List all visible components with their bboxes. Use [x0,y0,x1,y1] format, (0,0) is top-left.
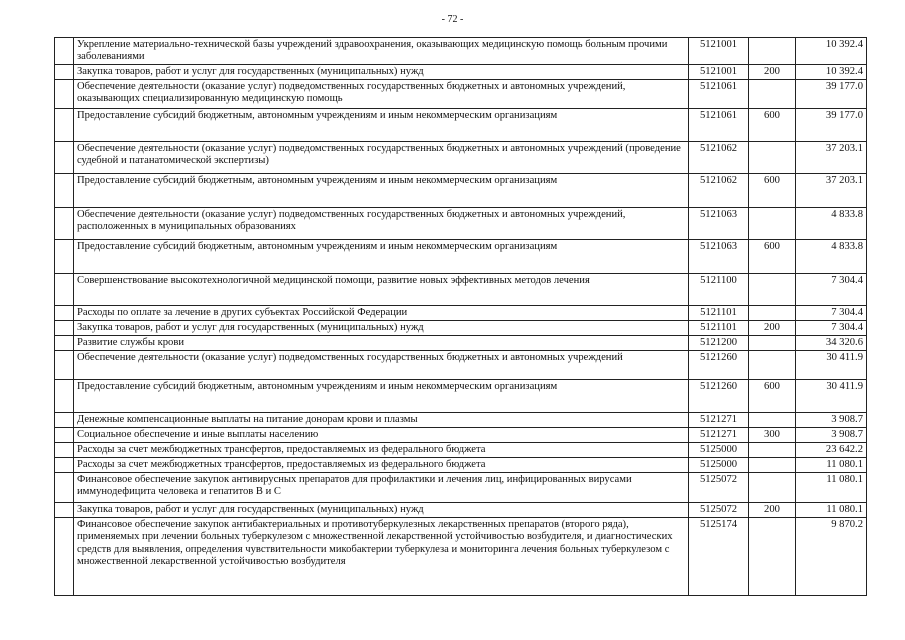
row-expense-type [749,458,796,473]
blank-cell [55,38,74,65]
row-code: 5121062 [689,142,749,174]
row-amount: 23 642.2 [796,443,867,458]
row-name: Закупка товаров, работ и услуг для государственных (муниципальных) нужд [74,321,689,336]
row-amount: 30 411.9 [796,351,867,380]
table-row [55,473,867,503]
row-amount: 7 304.4 [796,274,867,306]
row-name: Денежные компенсационные выплаты на питание донорам крови и плазмы [74,413,689,428]
row-code: 5121271 [689,428,749,443]
row-amount: 9 870.2 [796,518,867,596]
blank-cell [55,518,74,596]
row-name: Расходы за счет межбюджетных трансфертов, предоставляемых из федерального бюджета [74,443,689,458]
blank-cell [55,174,74,208]
blank-cell [55,80,74,109]
blank-cell [55,306,74,321]
blank-cell [55,503,74,518]
row-amount: 11 080.1 [796,458,867,473]
table-row [55,503,867,518]
row-code: 5125072 [689,473,749,503]
table-row [55,306,867,321]
row-expense-type: 600 [749,380,796,413]
blank-cell [55,458,74,473]
row-name: Закупка товаров, работ и услуг для государственных (муниципальных) нужд [74,65,689,80]
row-expense-type [749,208,796,240]
row-code: 5121271 [689,413,749,428]
blank-cell [55,473,74,503]
row-name: Совершенствование высокотехнологичной медицинской помощи, развитие новых эффективных методов лечения [74,274,689,306]
table-row [55,458,867,473]
row-code: 5121100 [689,274,749,306]
row-code: 5121101 [689,306,749,321]
row-amount: 39 177.0 [796,80,867,109]
table-row [55,240,867,274]
table-row [55,380,867,413]
row-code: 5125174 [689,518,749,596]
row-code: 5121063 [689,208,749,240]
row-code: 5125072 [689,503,749,518]
row-expense-type [749,142,796,174]
row-code: 5121101 [689,321,749,336]
row-name: Развитие службы крови [74,336,689,351]
row-name: Обеспечение деятельности (оказание услуг) подведомственных государственных бюджетных и автономных учреждений, оказывающих специализированную медицинскую помощь [74,80,689,109]
blank-cell [55,109,74,142]
table-row [55,274,867,306]
row-code: 5121260 [689,351,749,380]
row-amount: 3 908.7 [796,413,867,428]
row-code: 5125000 [689,443,749,458]
blank-cell [55,336,74,351]
row-name: Расходы по оплате за лечение в других субъектах Российской Федерации [74,306,689,321]
row-code: 5125000 [689,458,749,473]
blank-cell [55,208,74,240]
row-amount: 37 203.1 [796,142,867,174]
row-amount: 4 833.8 [796,208,867,240]
row-expense-type: 200 [749,321,796,336]
row-name: Предоставление субсидий бюджетным, автономным учреждениям и иным некоммерческим организациям [74,380,689,413]
row-amount: 37 203.1 [796,174,867,208]
table-row [55,428,867,443]
row-expense-type [749,38,796,65]
row-name: Финансовое обеспечение закупок антивирусных препаратов для профилактики и лечения лиц, инфицированных вирусами иммунодефицита человека и гепатитов В и С [74,473,689,503]
row-code: 5121001 [689,38,749,65]
row-expense-type [749,413,796,428]
row-amount: 30 411.9 [796,380,867,413]
row-code: 5121061 [689,80,749,109]
row-amount: 10 392.4 [796,38,867,65]
row-name: Обеспечение деятельности (оказание услуг) подведомственных государственных бюджетных и автономных учреждений [74,351,689,380]
row-code: 5121063 [689,240,749,274]
row-code: 5121062 [689,174,749,208]
row-expense-type [749,351,796,380]
row-expense-type: 600 [749,109,796,142]
row-code: 5121001 [689,65,749,80]
table-row [55,208,867,240]
table-row [55,443,867,458]
blank-cell [55,380,74,413]
table-row [55,518,867,596]
row-amount: 11 080.1 [796,473,867,503]
row-expense-type [749,443,796,458]
table-row [55,413,867,428]
blank-cell [55,240,74,274]
table-row [55,351,867,380]
blank-cell [55,351,74,380]
row-expense-type: 200 [749,503,796,518]
row-expense-type: 600 [749,174,796,208]
row-expense-type [749,518,796,596]
row-expense-type [749,80,796,109]
row-amount: 39 177.0 [796,109,867,142]
row-name: Закупка товаров, работ и услуг для государственных (муниципальных) нужд [74,503,689,518]
blank-cell [55,428,74,443]
row-expense-type: 200 [749,65,796,80]
row-amount: 10 392.4 [796,65,867,80]
page-number: - 72 - [441,14,464,25]
blank-cell [55,65,74,80]
row-name: Финансовое обеспечение закупок антибактериальных и противотуберкулезных лекарственных препаратов (второго ряда), применяемых при лечении больных туберкулезом с множественной лекарственной устойчивостью возбудителя, и диагностических средств для выявления, определения чувствительности микобактерии туберкулеза и мониторинга лечения больных туберкулезом с множественной лекарственной устойчивостью возбудителя [74,518,689,596]
row-name: Обеспечение деятельности (оказание услуг) подведомственных государственных бюджетных и автономных учреждений, расположенных в муниципальных образованиях [74,208,689,240]
row-name: Социальное обеспечение и иные выплаты населению [74,428,689,443]
row-name: Предоставление субсидий бюджетным, автономным учреждениям и иным некоммерческим организациям [74,109,689,142]
table-row [55,109,867,142]
row-expense-type: 300 [749,428,796,443]
row-expense-type [749,336,796,351]
row-expense-type [749,306,796,321]
table-row [55,336,867,351]
budget-table-body [55,38,867,596]
row-amount: 7 304.4 [796,321,867,336]
budget-table [54,37,867,596]
blank-cell [55,443,74,458]
table-row [55,174,867,208]
table-row [55,80,867,109]
row-name: Предоставление субсидий бюджетным, автономным учреждениям и иным некоммерческим организациям [74,240,689,274]
row-code: 5121200 [689,336,749,351]
row-expense-type: 600 [749,240,796,274]
blank-cell [55,274,74,306]
table-row [55,142,867,174]
row-name: Предоставление субсидий бюджетным, автономным учреждениям и иным некоммерческим организациям [74,174,689,208]
row-amount: 34 320.6 [796,336,867,351]
table-row [55,321,867,336]
row-amount: 11 080.1 [796,503,867,518]
blank-cell [55,413,74,428]
row-code: 5121260 [689,380,749,413]
row-expense-type [749,274,796,306]
row-expense-type [749,473,796,503]
row-name: Обеспечение деятельности (оказание услуг) подведомственных государственных бюджетных и автономных учреждений (проведение судебной и патанатомической экспертизы) [74,142,689,174]
row-name: Расходы за счет межбюджетных трансфертов, предоставляемых из федерального бюджета [74,458,689,473]
row-amount: 7 304.4 [796,306,867,321]
row-amount: 3 908.7 [796,428,867,443]
row-amount: 4 833.8 [796,240,867,274]
blank-cell [55,142,74,174]
blank-cell [55,321,74,336]
table-row [55,38,867,65]
row-name: Укрепление материально-технической базы учреждений здравоохранения, оказывающих медицинскую помощь больным прочими заболеваниями [74,38,689,65]
table-row [55,65,867,80]
row-code: 5121061 [689,109,749,142]
